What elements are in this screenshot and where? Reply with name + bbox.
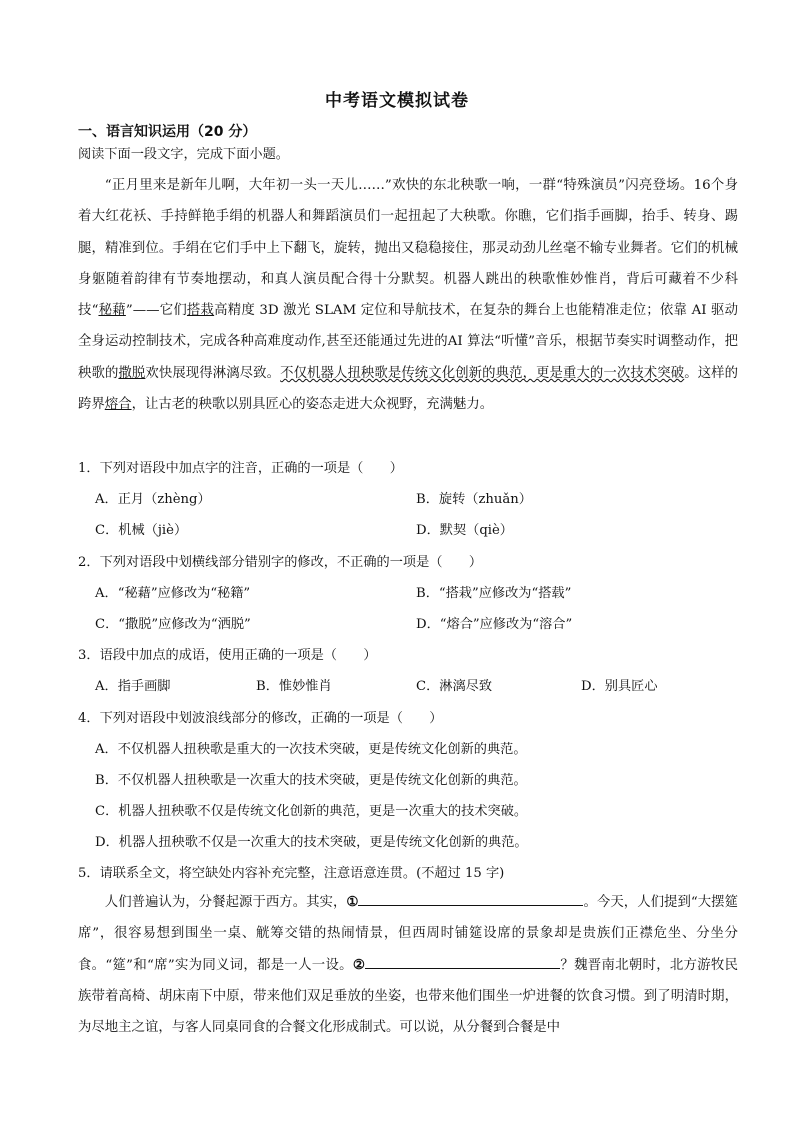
question-2-option-b[interactable]: B．“搭栽”应修改为“搭载” [416, 586, 572, 601]
question-3-option-d[interactable]: D．别具匠心 [581, 679, 658, 694]
question-5-stem: 5．请联系全文，将空缺处内容补充完整，注意语意连贯。(不超过 15 字) [78, 866, 505, 881]
question-4-option-c[interactable]: C．机器人扭秧歌不仅是传统文化创新的典范，更是一次重大的技术突破。 [95, 804, 528, 819]
question-3-option-c[interactable]: C．淋漓尽致 [416, 679, 493, 694]
q5-text: ？魏晋南北朝时，北方游牧民族带着高椅、胡床南下中原，带来他们双足垂放的坐姿，也带来他们围坐一炉进餐的饮食习惯。到了明清时期，为尽地主之谊，与客人同桌同食的合餐文化形成制式。可以说，从分餐到合餐是中 [78, 957, 738, 1036]
reading-passage [78, 170, 738, 420]
wavy-sentence: 不仅机器人扭秧歌是传统文化创新的典范，更是重大的一次技术突破 [280, 365, 685, 381]
question-4-stem: 4．下列对语段中划波浪线部分的修改，正确的一项是（ ） [78, 711, 443, 726]
question-3-stem: 3．语段中加点的成语，使用正确的一项是（ ） [78, 648, 377, 663]
passage-text: ”——它们 [125, 303, 187, 319]
question-1-option-d[interactable]: D．默契（qiè） [416, 523, 513, 538]
question-2-option-d[interactable]: D．“熔合”应修改为“溶合” [416, 617, 573, 632]
question-2-option-c[interactable]: C．“撒脱”应修改为“洒脱” [95, 617, 251, 632]
question-4-option-d[interactable]: D．机器人扭秧歌不仅是一次重大的技术突破，更是传统文化创新的典范。 [95, 835, 528, 850]
question-1-option-b[interactable]: B．旋转（zhuǎn） [416, 492, 532, 507]
blank-1-marker: ① [346, 894, 359, 910]
instruction-text: 阅读下面一段文字，完成下面小题。 [78, 147, 289, 162]
question-1-option-c[interactable]: C．机械（jiè） [95, 523, 188, 538]
passage-text: 高精度 3D 激光 SLAM 定位和导航技术，在复杂的舞台上也能精准走位；依靠 AI 驱动全身运动控制技术，完成各种高难度动作,甚至还能通过先进的AI 算法“听懂”音乐，根据节奏实时调整动作，把秧歌的 [78, 303, 738, 381]
passage-text: 。这样的跨界 [78, 365, 739, 413]
typo-mizhe: 秘藉 [98, 303, 126, 319]
blank-2-marker: ② [352, 956, 366, 973]
passage-text: “正月里来是新年儿啊，大年初一头一天儿……”欢快的东北秧歌一响，一群“特殊演员”闪亮登场。16个身着大红花袄、手持鲜艳手绢的机器人和舞蹈演员们一起扭起了大秧歌。你瞧，它们指手画脚，抬手、转身、踢腿，精准到位。手绢在它们手中上下翻飞，旋转，抛出又稳稳接住，那灵动劲儿丝毫不输专业舞者。它们的机械身躯随着韵律有节奏地摆动，和真人演员配合得十分默契。机器人跳出的秧歌惟妙惟肖，背后可藏着不少科技“ [78, 178, 738, 319]
q5-text: 人们普遍认为，分餐起源于西方。其实， [104, 895, 347, 910]
blank-2-answer-line[interactable] [365, 954, 560, 969]
page-title: 中考语文模拟试卷 [325, 91, 469, 111]
question-1-stem: 1．下列对语段中加点字的注音，正确的一项是（ ） [78, 461, 403, 476]
typo-dazai: 搭栽 [186, 303, 215, 319]
question-4-option-b[interactable]: B．不仅机器人扭秧歌是一次重大的技术突破，更是传统文化创新的典范。 [95, 773, 527, 788]
question-1-option-a[interactable]: A．正月（zhèng） [95, 492, 211, 507]
typo-ronghe: 熔合 [104, 397, 132, 413]
question-3-option-a[interactable]: A．指手画脚 [95, 679, 171, 694]
passage-text: 欢快展现得淋漓尽致。 [145, 365, 281, 381]
passage-text: ，让古老的秧歌以别具匠心的姿态走进大众视野，充满魅力。 [131, 397, 494, 413]
q5-text: 。今天，人们提到“大摆筵席”，很容易想到围坐一桌、觥筹交错的热闹情景，但西周时铺筵设席的景象却是贵族们正襟危坐、分坐分食。“筵”和“席”实为同义词，都是一人一设。 [78, 895, 738, 973]
typo-satuo: 撒脱 [118, 365, 146, 381]
question-2-stem: 2．下列对语段中划横线部分错别字的修改，不正确的一项是（ ） [78, 555, 483, 570]
blank-1-answer-line[interactable] [358, 891, 583, 906]
question-5-passage [78, 887, 738, 1043]
question-4-option-a[interactable]: A．不仅机器人扭秧歌是重大的一次技术突破，更是传统文化创新的典范。 [95, 742, 527, 757]
question-3-option-b[interactable]: B．惟妙惟肖 [256, 679, 332, 694]
question-2-option-a[interactable]: A．“秘藉”应修改为“秘籍” [95, 586, 251, 601]
section-heading: 一、语言知识运用（20 分） [78, 124, 257, 140]
